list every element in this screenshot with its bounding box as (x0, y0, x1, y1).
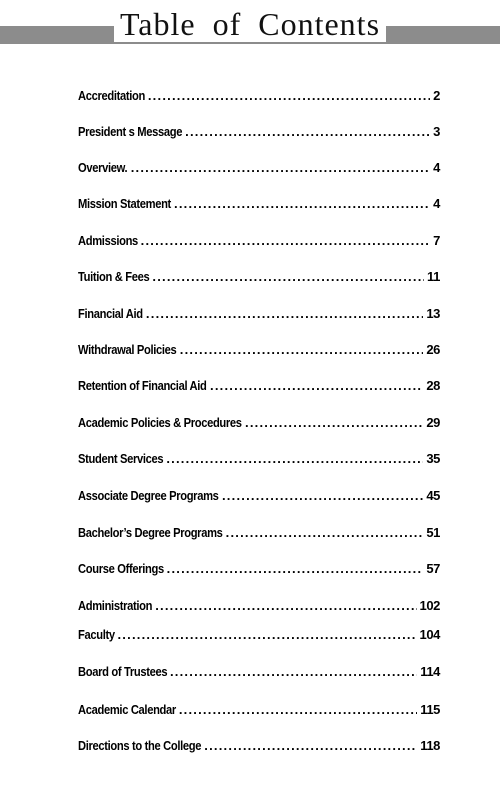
toc-entry-label: Course Offerings (78, 561, 164, 576)
toc-entry-page: 11 (427, 269, 440, 284)
toc-entry-associate-degree (78, 488, 440, 510)
toc-entry-page: 104 (419, 627, 440, 642)
toc-dot-leader (180, 342, 424, 357)
toc-entry-overview (78, 160, 440, 182)
page-header (0, 0, 500, 50)
toc-entry-page: 102 (419, 598, 440, 613)
toc-entry-page: 114 (420, 664, 440, 679)
toc-entry-retention-financial-aid (78, 378, 440, 400)
toc-dot-leader (174, 196, 430, 211)
toc-entry-academic-policies (78, 415, 440, 437)
toc-entry-label: Tuition & Fees (78, 269, 150, 284)
toc-entry-page: 3 (433, 124, 440, 139)
toc-entry-label: Financial Aid (78, 306, 143, 321)
toc-entry-label: Bachelor’s Degree Programs (78, 525, 223, 540)
toc-entry-page: 45 (426, 488, 440, 503)
toc-entry-page: 115 (420, 702, 440, 717)
toc-entry-tuition-fees (78, 269, 440, 291)
toc-dot-leader (185, 124, 430, 139)
toc-entry-page: 7 (433, 233, 440, 248)
toc-dot-leader (166, 451, 423, 466)
toc-entry-label: Academic Policies & Procedures (78, 415, 242, 430)
toc-entry-presidents-message (78, 124, 440, 146)
toc-dot-leader (152, 269, 424, 284)
toc-dot-leader (141, 233, 431, 248)
toc-entry-admissions (78, 233, 440, 255)
toc-dot-leader (245, 415, 423, 430)
toc-entry-page: 28 (426, 378, 440, 393)
toc-entry-page: 57 (426, 561, 440, 576)
toc-entry-academic-calendar (78, 702, 440, 724)
toc-entry-label: Faculty (78, 627, 115, 642)
toc-entry-student-services (78, 451, 440, 473)
toc-entry-label: Academic Calendar (78, 702, 176, 717)
toc-entry-label: Withdrawal Policies (78, 342, 177, 357)
toc-entry-faculty (78, 627, 440, 649)
toc-dot-leader (210, 378, 423, 393)
toc-entry-page: 26 (426, 342, 440, 357)
toc-entry-bachelors-degree (78, 525, 440, 547)
toc-entry-page: 51 (426, 525, 440, 540)
page-title (0, 4, 500, 44)
toc-entry-page: 35 (426, 451, 440, 466)
toc-dot-leader (117, 627, 416, 642)
toc-entry-page: 4 (433, 196, 440, 211)
toc-entry-mission-statement (78, 196, 440, 218)
toc-entry-label: Associate Degree Programs (78, 488, 219, 503)
toc-dot-leader (131, 160, 430, 175)
toc-entry-label: Retention of Financial Aid (78, 378, 207, 393)
toc-dot-leader (155, 598, 416, 613)
toc-entry-page: 29 (426, 415, 440, 430)
toc-dot-leader (226, 525, 424, 540)
toc-entry-course-offerings (78, 561, 440, 583)
page-title-text: Table of Contents (114, 6, 386, 42)
toc-entry-financial-aid (78, 306, 440, 328)
toc-dot-leader (170, 664, 417, 679)
toc-entry-accreditation (78, 88, 440, 110)
toc-entry-directions (78, 738, 440, 760)
toc-dot-leader (222, 488, 423, 503)
toc-entry-label: Directions to the College (78, 738, 202, 753)
toc-dot-leader (204, 738, 417, 753)
toc-entry-withdrawal-policies (78, 342, 440, 364)
toc-entry-label: Admissions (78, 233, 138, 248)
toc-entry-page: 118 (420, 738, 440, 753)
toc-entry-label: Accreditation (78, 88, 145, 103)
toc-entry-label: President s Message (78, 124, 183, 139)
toc-entry-board-of-trustees (78, 664, 440, 686)
toc-dot-leader (148, 88, 430, 103)
toc-entry-page: 4 (433, 160, 440, 175)
toc-entry-label: Board of Trustees (78, 664, 168, 679)
toc-entry-page: 2 (433, 88, 440, 103)
toc-entry-administration (78, 598, 440, 620)
toc-entry-page: 13 (426, 306, 440, 321)
toc-dot-leader (146, 306, 423, 321)
toc-entry-label: Overview. (78, 160, 128, 175)
toc-entry-label: Mission Statement (78, 196, 171, 211)
toc-dot-leader (179, 702, 417, 717)
toc-entry-label: Student Services (78, 451, 164, 466)
toc-dot-leader (167, 561, 424, 576)
toc-entry-label: Administration (78, 598, 153, 613)
